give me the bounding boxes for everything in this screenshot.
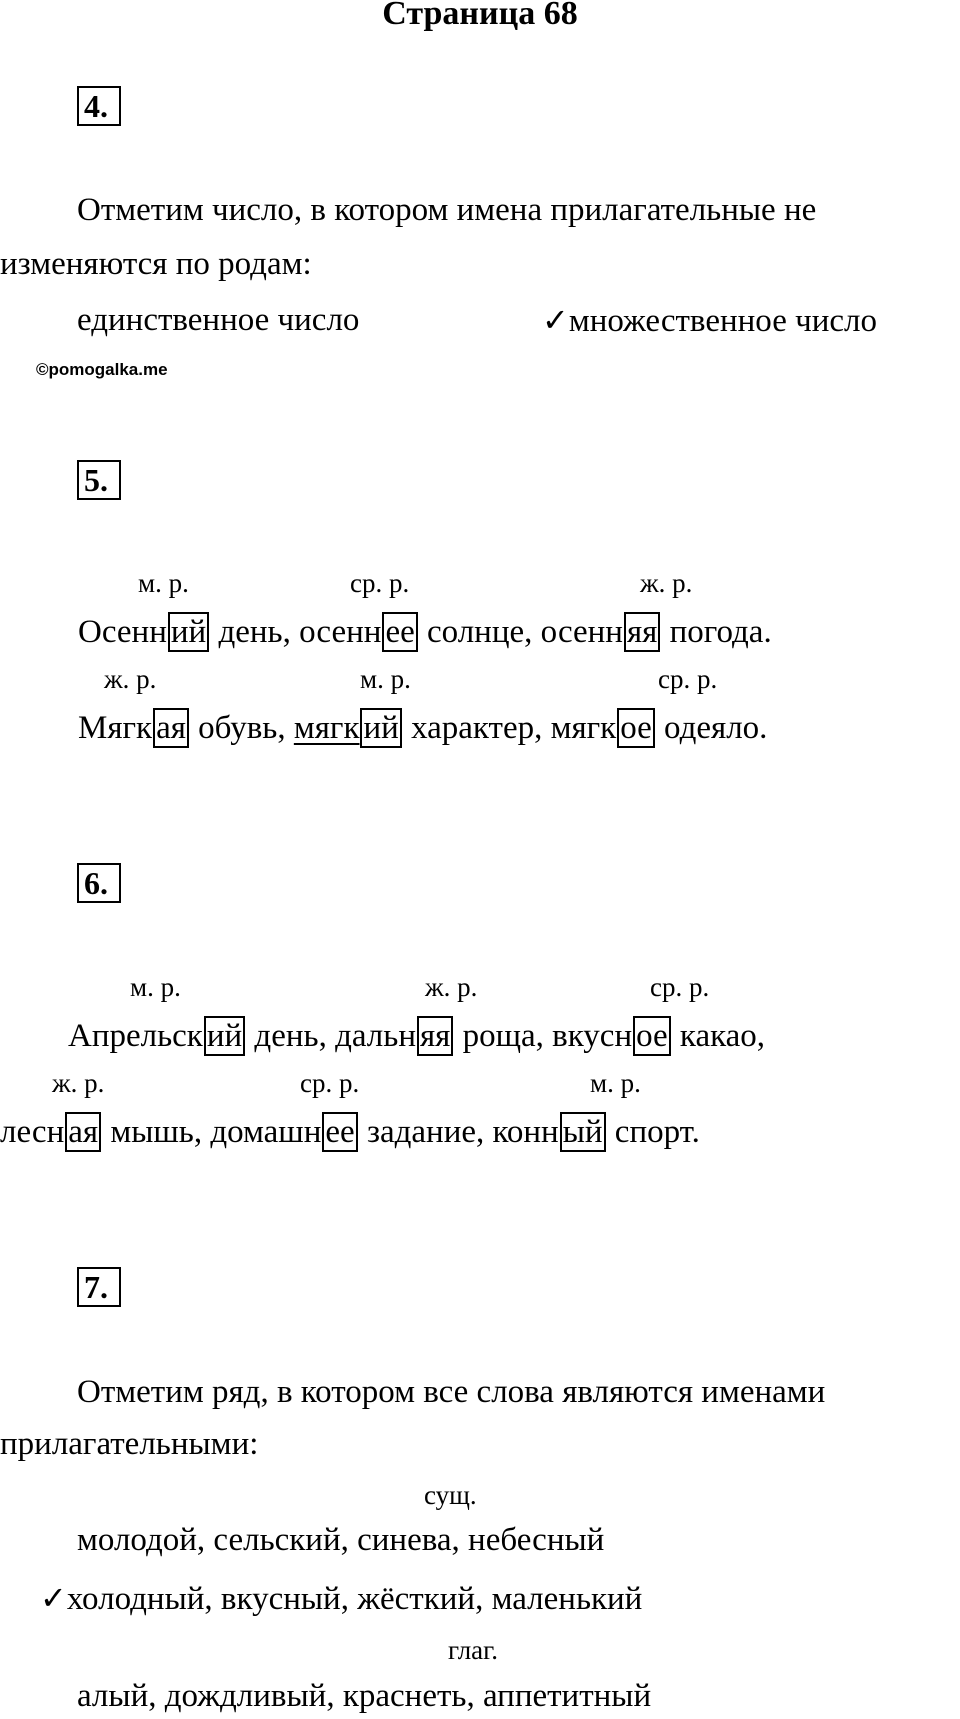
ending-box: ий <box>204 1016 245 1056</box>
ex7-row2-label: холодный, вкусный, жёсткий, маленький <box>66 1581 643 1617</box>
word-text: характер, мягк <box>402 710 617 746</box>
ending-box: ее <box>382 612 417 652</box>
ex6-line2 <box>0 1112 700 1152</box>
ex7-note-verb: глаг. <box>448 1635 498 1665</box>
ex7-line2: прилагательными: <box>0 1426 259 1462</box>
word-text: солнце, осенн <box>418 614 623 650</box>
ending-box: ый <box>560 1112 606 1152</box>
ex5-gender-label: м. р. <box>360 664 411 694</box>
ex6-gender-label: ср. р. <box>300 1068 360 1098</box>
watermark: ©pomogalka.me <box>36 360 168 379</box>
word-text: мышь, домашн <box>102 1114 322 1150</box>
ex5-line1 <box>78 612 772 652</box>
ending-box: яя <box>417 1016 453 1056</box>
exercise-6-number: 6. <box>77 863 121 903</box>
checkmark-icon: ✓ <box>542 301 569 339</box>
word-text: день, дальн <box>246 1018 416 1054</box>
ex6-line1 <box>68 1016 765 1056</box>
ex6-gender-label: ср. р. <box>650 972 710 1002</box>
word-stem: Мягк <box>78 710 153 746</box>
ending-box: ая <box>153 708 189 748</box>
ending-box: ее <box>322 1112 357 1152</box>
ex7-note-noun: сущ. <box>424 1480 477 1510</box>
ex4-option-plural <box>542 300 877 341</box>
ex5-line2 <box>78 708 767 748</box>
word-stem: Осенн <box>78 614 167 650</box>
ex4-line1: Отметим число, в котором имена прилагательные не <box>77 192 817 228</box>
word-text: день, осенн <box>210 614 382 650</box>
ex5-gender-label: м. р. <box>138 568 189 598</box>
ending-box: ое <box>633 1016 671 1056</box>
ending-box: яя <box>624 612 660 652</box>
word-text: задание, конн <box>358 1114 559 1150</box>
word-text: какао, <box>671 1018 766 1054</box>
ex7-row3: алый, дождливый, краснеть, аппетитный <box>77 1678 652 1714</box>
word-text: одеяло. <box>655 710 768 746</box>
ex7-row1: молодой, сельский, синева, небесный <box>77 1522 605 1558</box>
ex7-row2 <box>40 1578 642 1619</box>
checkmark-icon: ✓ <box>40 1579 67 1617</box>
ex4-line2: изменяются по родам: <box>0 246 312 282</box>
ex6-gender-label: м. р. <box>590 1068 641 1098</box>
exercise-7-number: 7. <box>77 1267 121 1307</box>
ex6-gender-label: ж. р. <box>425 972 478 1002</box>
page-title: Страница 68 <box>382 0 578 32</box>
exercise-5-number: 5. <box>77 460 121 500</box>
word-text: спорт. <box>606 1114 700 1150</box>
ex5-gender-label: ср. р. <box>658 664 718 694</box>
ending-box: ое <box>617 708 655 748</box>
ex6-gender-label: ж. р. <box>52 1068 105 1098</box>
ex4-option-plural-label: множественное число <box>568 303 877 339</box>
ending-box: ий <box>360 708 401 748</box>
ex6-gender-label: м. р. <box>130 972 181 1002</box>
ending-box: ий <box>168 612 209 652</box>
word-text: обувь, <box>189 710 294 746</box>
ex5-gender-label: ж. р. <box>640 568 693 598</box>
ex4-option-singular: единственное число <box>77 302 360 338</box>
word-stem: Апрельск <box>68 1018 203 1054</box>
ending-box: ая <box>65 1112 101 1152</box>
word-stem: лесн <box>0 1114 65 1150</box>
ex7-line1: Отметим ряд, в котором все слова являются именами <box>77 1374 826 1410</box>
word-text: погода. <box>661 614 772 650</box>
ex5-gender-label: ж. р. <box>104 664 157 694</box>
exercise-4-number: 4. <box>77 86 121 126</box>
underlined-word-stem: мягк <box>293 710 360 746</box>
ex5-gender-label: ср. р. <box>350 568 410 598</box>
word-text: роща, вкусн <box>454 1018 633 1054</box>
